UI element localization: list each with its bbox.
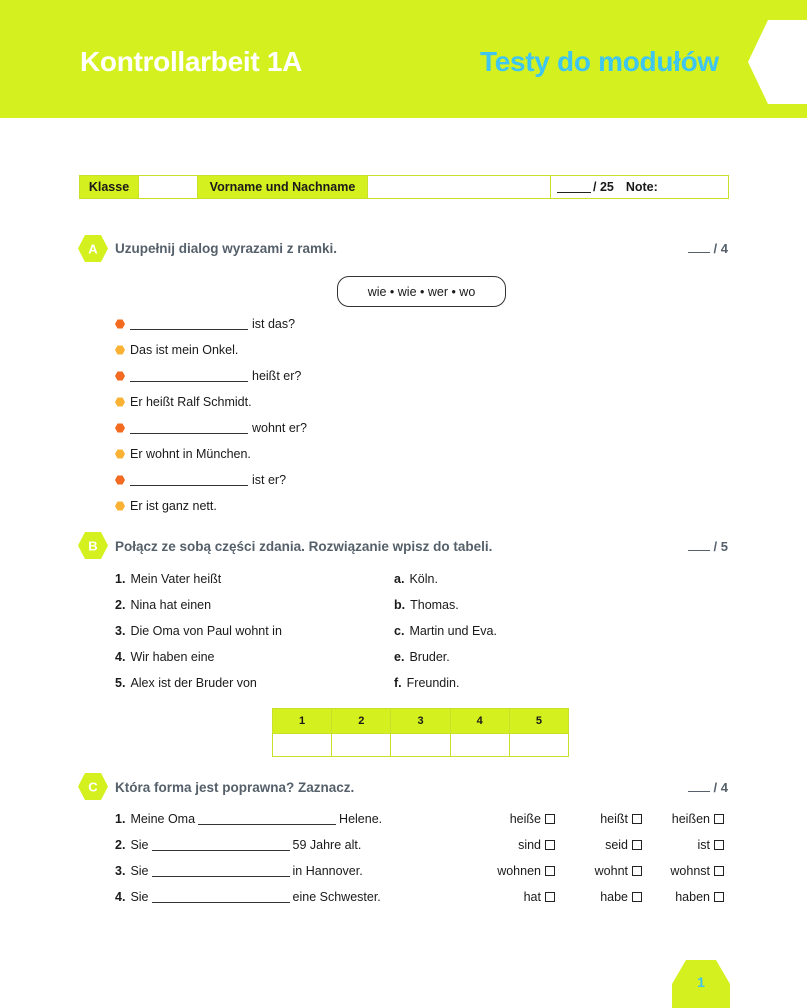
- choice-option[interactable]: [605, 837, 642, 853]
- match-item-text: Martin und Eva.: [409, 624, 497, 638]
- dialog-blank[interactable]: [130, 423, 248, 434]
- match-item-number: 2.: [115, 598, 126, 612]
- choice-option[interactable]: [672, 811, 724, 827]
- answer-table-header: [273, 709, 568, 733]
- answer-table-input-cell[interactable]: [510, 734, 568, 757]
- choice-option-label: habe: [600, 890, 628, 904]
- choice-option-label: sind: [518, 838, 541, 852]
- choice-item: [115, 863, 363, 879]
- choice-option[interactable]: [497, 863, 555, 879]
- section-c-score-max: / 4: [713, 780, 728, 795]
- dialog-text: Das ist mein Onkel.: [130, 343, 239, 357]
- question-dot-icon: [115, 319, 125, 329]
- match-item-number: 3.: [115, 624, 126, 638]
- match-item-text: Köln.: [409, 572, 438, 586]
- choice-option-label: seid: [605, 838, 628, 852]
- match-item-number: f.: [394, 676, 402, 690]
- checkbox-icon[interactable]: [714, 892, 724, 902]
- dialog-line: [115, 472, 286, 488]
- match-item: [394, 571, 438, 587]
- section-a-score: [688, 241, 728, 256]
- dialog-text: Er heißt Ralf Schmidt.: [130, 395, 252, 409]
- question-dot-icon: [115, 475, 125, 485]
- section-b-score-blank[interactable]: [688, 541, 710, 551]
- question-dot-icon: [115, 371, 125, 381]
- total-score: [551, 176, 728, 198]
- checkbox-icon[interactable]: [714, 814, 724, 824]
- header-hexagon-icon: [748, 20, 807, 104]
- section-b-letter: B: [88, 538, 98, 554]
- total-score-blank[interactable]: [557, 182, 591, 193]
- grade-label: Note:: [625, 180, 658, 194]
- header-bar: [0, 0, 807, 118]
- checkbox-icon[interactable]: [545, 814, 555, 824]
- class-field[interactable]: [139, 176, 198, 198]
- match-item-text: Nina hat einen: [130, 598, 212, 612]
- dialog-line: [115, 446, 251, 462]
- match-item: [115, 597, 211, 613]
- section-a-score-max: / 4: [713, 241, 728, 256]
- section-b-score: [688, 539, 728, 554]
- match-item: [394, 649, 450, 665]
- student-info-table: [79, 175, 729, 199]
- choice-item-before: Sie: [130, 864, 149, 878]
- choice-item: [115, 889, 381, 905]
- match-item: [115, 623, 282, 639]
- choice-option-label: wohnst: [670, 864, 710, 878]
- choice-item-number: 1.: [115, 812, 126, 826]
- choice-option-label: heiße: [509, 812, 541, 826]
- choice-item-after: 59 Jahre alt.: [292, 838, 362, 852]
- dialog-line: [115, 420, 307, 436]
- match-item-text: Thomas.: [410, 598, 459, 612]
- dialog-blank[interactable]: [130, 475, 248, 486]
- choice-option-label: haben: [675, 890, 710, 904]
- match-item: [115, 675, 257, 691]
- answer-table-input-cell[interactable]: [273, 734, 332, 757]
- match-item-number: b.: [394, 598, 406, 612]
- checkbox-icon[interactable]: [632, 866, 642, 876]
- choice-option[interactable]: [518, 837, 555, 853]
- dialog-text: heißt er?: [252, 369, 302, 383]
- name-label: Vorname und Nachname: [198, 176, 368, 198]
- section-a-badge-icon: [78, 235, 108, 262]
- answer-table-header-cell: 4: [451, 709, 510, 733]
- answer-table-header-cell: 3: [391, 709, 450, 733]
- dialog-text: Er ist ganz nett.: [130, 499, 217, 513]
- checkbox-icon[interactable]: [632, 840, 642, 850]
- section-c-score: [688, 780, 728, 795]
- choice-item-number: 4.: [115, 890, 126, 904]
- section-c-score-blank[interactable]: [688, 782, 710, 792]
- word-bank-box: wie • wie • wer • wo: [337, 276, 506, 307]
- choice-item-number: 3.: [115, 864, 126, 878]
- answer-table-input-cell[interactable]: [451, 734, 510, 757]
- total-score-max: / 25: [593, 180, 614, 194]
- choice-option[interactable]: [600, 889, 642, 905]
- match-item-number: e.: [394, 650, 405, 664]
- dialog-line: [115, 498, 217, 514]
- name-field[interactable]: [368, 176, 551, 198]
- dialog-blank[interactable]: [130, 319, 248, 330]
- answer-table-input-cell[interactable]: [332, 734, 391, 757]
- choice-item-before: Sie: [130, 838, 149, 852]
- choice-item-after: Helene.: [339, 812, 383, 826]
- page-title: Kontrollarbeit 1A: [80, 46, 303, 77]
- checkbox-icon[interactable]: [714, 866, 724, 876]
- match-item-text: Freundin.: [406, 676, 460, 690]
- match-item: [115, 649, 215, 665]
- choice-option[interactable]: [510, 811, 555, 827]
- answer-dot-icon: [115, 501, 125, 511]
- section-c-title: Która forma jest poprawna? Zaznacz.: [115, 780, 355, 795]
- checkbox-icon[interactable]: [545, 892, 555, 902]
- match-item: [394, 623, 497, 639]
- section-a-letter: A: [88, 241, 98, 257]
- choice-item: [115, 837, 361, 853]
- choice-option[interactable]: [675, 889, 724, 905]
- dialog-text: Er wohnt in München.: [130, 447, 251, 461]
- choice-item-after: eine Schwester.: [292, 890, 381, 904]
- choice-option[interactable]: [670, 863, 724, 879]
- dialog-line: [115, 368, 301, 384]
- match-item-text: Bruder.: [409, 650, 450, 664]
- answer-dot-icon: [115, 345, 125, 355]
- match-item-number: 1.: [115, 572, 126, 586]
- match-item-number: c.: [394, 624, 405, 638]
- choice-option[interactable]: [698, 837, 725, 853]
- dialog-line: [115, 394, 252, 410]
- answer-table-input-cell[interactable]: [391, 734, 450, 757]
- checkbox-icon[interactable]: [632, 814, 642, 824]
- page-subtitle: Testy do modułów: [480, 46, 719, 77]
- answer-table-header-cell: 1: [273, 709, 332, 733]
- match-item-text: Die Oma von Paul wohnt in: [130, 624, 282, 638]
- section-c-badge-icon: [78, 773, 108, 800]
- choice-option-label: heißen: [671, 812, 710, 826]
- class-label: Klasse: [80, 176, 139, 198]
- dialog-text: ist er?: [252, 473, 287, 487]
- choice-item-blank[interactable]: [198, 814, 336, 825]
- match-item-text: Wir haben eine: [130, 650, 215, 664]
- dialog-line: [115, 316, 295, 332]
- choice-item-blank[interactable]: [152, 892, 290, 903]
- choice-item-before: Sie: [130, 890, 149, 904]
- answer-dot-icon: [115, 449, 125, 459]
- checkbox-icon[interactable]: [545, 840, 555, 850]
- answer-dot-icon: [115, 397, 125, 407]
- answer-table-header-cell: 2: [332, 709, 391, 733]
- match-item-text: Mein Vater heißt: [130, 572, 222, 586]
- match-item-number: a.: [394, 572, 405, 586]
- answer-table: [272, 708, 569, 757]
- choice-item-number: 2.: [115, 838, 126, 852]
- match-item: [115, 571, 221, 587]
- choice-option[interactable]: [595, 863, 642, 879]
- section-a-score-blank[interactable]: [688, 243, 710, 253]
- choice-option-label: hat: [523, 890, 541, 904]
- choice-option-label: ist: [697, 838, 710, 852]
- answer-table-answers: [273, 733, 568, 757]
- dialog-blank[interactable]: [130, 371, 248, 382]
- question-dot-icon: [115, 423, 125, 433]
- choice-item-after: in Hannover.: [292, 864, 363, 878]
- checkbox-icon[interactable]: [714, 840, 724, 850]
- checkbox-icon[interactable]: [545, 866, 555, 876]
- match-item: [394, 597, 459, 613]
- choice-item-blank[interactable]: [152, 866, 290, 877]
- match-item-number: 4.: [115, 650, 126, 664]
- match-item-text: Alex ist der Bruder von: [130, 676, 257, 690]
- match-item-number: 5.: [115, 676, 126, 690]
- choice-option-label: wohnen: [497, 864, 541, 878]
- choice-item-blank[interactable]: [152, 840, 290, 851]
- section-c-letter: C: [88, 779, 98, 795]
- section-b-title: Połącz ze sobą części zdania. Rozwiązanie wpisz do tabeli.: [115, 539, 493, 554]
- match-item: [394, 675, 459, 691]
- choice-item-before: Meine Oma: [130, 812, 196, 826]
- section-b-score-max: / 5: [713, 539, 728, 554]
- section-b-badge-icon: [78, 532, 108, 559]
- section-a-title: Uzupełnij dialog wyrazami z ramki.: [115, 241, 338, 256]
- dialog-text: wohnt er?: [252, 421, 307, 435]
- dialog-line: [115, 342, 238, 358]
- choice-option[interactable]: [600, 811, 642, 827]
- choice-option[interactable]: [524, 889, 555, 905]
- dialog-text: ist das?: [252, 317, 296, 331]
- choice-option-label: wohnt: [594, 864, 628, 878]
- page-number: 1: [697, 974, 705, 990]
- checkbox-icon[interactable]: [632, 892, 642, 902]
- choice-item: [115, 811, 382, 827]
- answer-table-header-cell: 5: [510, 709, 568, 733]
- choice-option-label: heißt: [600, 812, 628, 826]
